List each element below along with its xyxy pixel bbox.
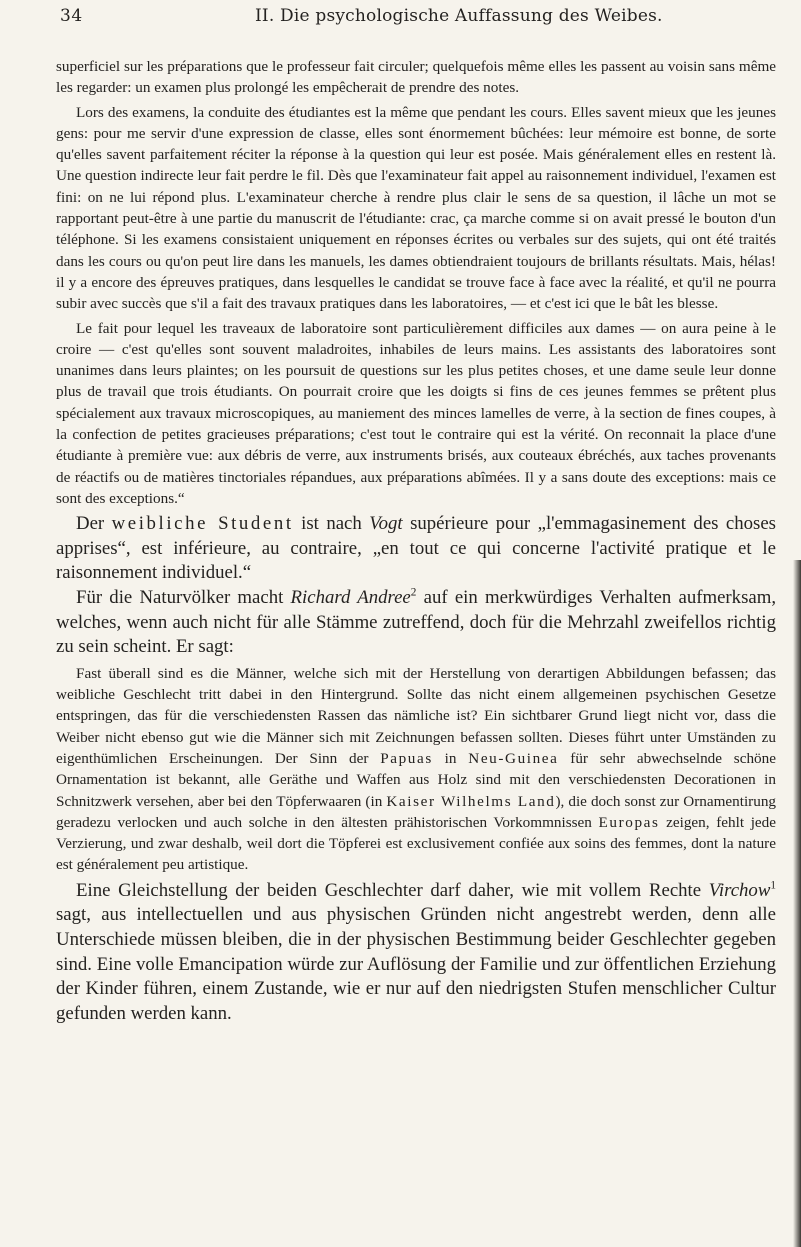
author-vogt: Vogt [369, 513, 403, 535]
footnote-mark: 2 [410, 586, 417, 599]
text-run: ist nach [293, 513, 370, 535]
quote-paragraph-1: superficiel sur les préparations que le professeur fait circuler; quelquefois même elles les passent au voisin sans même les regarder: un examen plus prolongé les empêcherait de prendre des notes. [56, 58, 776, 97]
emphasis-europas: Europas [598, 813, 660, 831]
chapter-title: II. Die psychologische Auffassung des Weibes. [255, 6, 663, 26]
body-paragraph-virchow [56, 879, 776, 1027]
author-andree: Richard Andree [290, 587, 411, 609]
footnote-mark: 1 [770, 879, 776, 892]
emphasis-weiblicher-student: weibliche Student [111, 513, 294, 535]
author-virchow: Virchow [708, 879, 771, 901]
text-run: Fast überall sind es die Männer, welche sich mit der Herstellung von derartigen Abbildungen befassen; das weibliche Geschlecht tritt dabei in den Hintergrund. Sollte das nicht einem allgemeinen psychischen Gesetze entspringen, das für die verschiedensten Rassen das nämliche ist? Ein sichtbarer Grund liegt nicht vor, dass die Weiber nicht ebenso gut wie die Männer sich mit Zeichnungen befassen sollten. Dieses führt unter Umständen zu eigenthümlichen Erscheinungen. Der Sinn der [56, 664, 776, 767]
quote-paragraph-3: Le fait pour lequel les traveaux de laboratoire sont particulièrement difficiles aux dames — on aura peine à le croire — c'est qu'elles sont souvent maladroites, inhabiles de leurs mains. Les assistants des laboratoires sont unanimes dans leurs plaintes; on les poursuit de questions sur les plus petites choses, et une dame seule leur donne plus de travail que trois étudiants. On pourrait croire que les doigts si fins de ces jeunes femmes se prêtent plus spécialement aux travaux microscopiques, au maniement des minces lamelles de verre, à la section de fines coupes, à la confection de petites gracieuses préparations; c'est tout le contraire qui est la vérité. On reconnait la place d'une étudiante à première vue: aux débris de verre, aux instruments brisés, aux couteaux ébréchés, aux taches provenants de réactifs ou de matières tinctoriales répandues, aux préparations abîmées. Il y a sans doute des exceptions: mais ce sont des exceptions.“ [56, 319, 776, 507]
emphasis-kaiser-wilhelms-land: Kaiser Wilhelms Land [386, 792, 556, 810]
quote-paragraph-2: Lors des examens, la conduite des étudiantes est la même que pendant les cours. Elles savent mieux que les jeunes gens: pour me servir d'une expression de classe, elles sont énormement bûchées: leur mémoire est bonne, de sorte qu'elles savent parfaitement réciter la réponse à la question qui leur est posée. Mais généralement elles en restent là. Une question indirecte leur fait perdre le fil. Dès que l'examinateur fait appel au raisonnement individuel, l'examen est fini: on ne lui répond plus. L'examinateur cherche à rendre plus clair le sens de sa question, il lâche un mot se rapportant peut-être à une partie du manuscrit de l'étudiante: crac, ça marche comme si on avait pressé le bouton d'un téléphone. Si les examens consistaient uniquement en réponses écrites ou verbales sur des sujets, qui ont été traités dans les cours ou qu'on peut lire dans les manuels, les dames obtiendraient toujours de brillants résultats. Mais, hélas! il y a encore des épreuves pratiques, dans lesquelles le candidat se trouve face à face avec la réalité, et qu'il ne pourra subir avec succès que s'il a fait des travaux pratiques dans les laboratoires, — et c'est ici que le bât les blesse. [56, 103, 776, 313]
text-run: ), die doch sonst zur Ornamentirung geradezu verlocken und auch solche in den ältesten prähistorischen Vorkommnissen [56, 792, 777, 831]
text-run: für sehr abwechselnde schöne Ornamentation ist bekannt, alle Geräthe und Waffen aus Holz sind mit den verschiedensten Decorationen in Schnitzwerk versehen, aber bei den Töpferwaaren (in [56, 749, 776, 810]
running-head [60, 6, 771, 30]
text-block [56, 56, 776, 1026]
text-run: auf ein merkwürdiges Verhalten aufmerksam, welches, wenn auch nicht für alle Stämme zutreffend, doch für die Mehrzahl zweifellos richtig zu sein scheint. Er sagt: [56, 587, 777, 658]
page-edge-shadow [793, 560, 801, 1247]
emphasis-papuas: Papuas [380, 749, 433, 767]
text-run: supérieure pour „l'emmagasinement des choses apprises“, est inférieure, au contraire, „en tout ce qui concerne l'activité pratique et le raisonnement individuel.“ [56, 513, 776, 584]
body-paragraph-andree [56, 586, 776, 660]
text-run: Der [76, 513, 112, 535]
quote-paragraph-andree [56, 663, 776, 876]
body-paragraph-vogt [56, 512, 776, 586]
emphasis-neu-guinea: Neu-Guinea [468, 749, 559, 767]
text-run: sagt, aus intellectuellen und aus physischen Gründen nicht angestrebt werden, denn alle Unterschiede müssen bleiben, die in der physischen Bestimmung beider Geschlechter gegeben sind. Eine volle Emancipation würde zur Auflösung der Familie und zur öffentlichen Erziehung der Kinder führen, einem Zustande, wie er nur auf den niedrigsten Stufen menschlicher Cultur gefunden werden kann. [56, 904, 776, 1024]
text-run: in [432, 749, 469, 767]
text-run: Eine Gleichstellung der beiden Geschlechter darf daher, wie mit vollem Rechte [76, 879, 709, 901]
page-number: 34 [60, 6, 83, 26]
text-run: zeigen, fehlt jede Verzierung, und zwar deshalb, weil dort die Töpferei est exclusivement confiée aux soins des femmes, dont la nature est généralement peu artistique. [56, 813, 776, 874]
text-run: Für die Naturvölker macht [76, 587, 291, 609]
